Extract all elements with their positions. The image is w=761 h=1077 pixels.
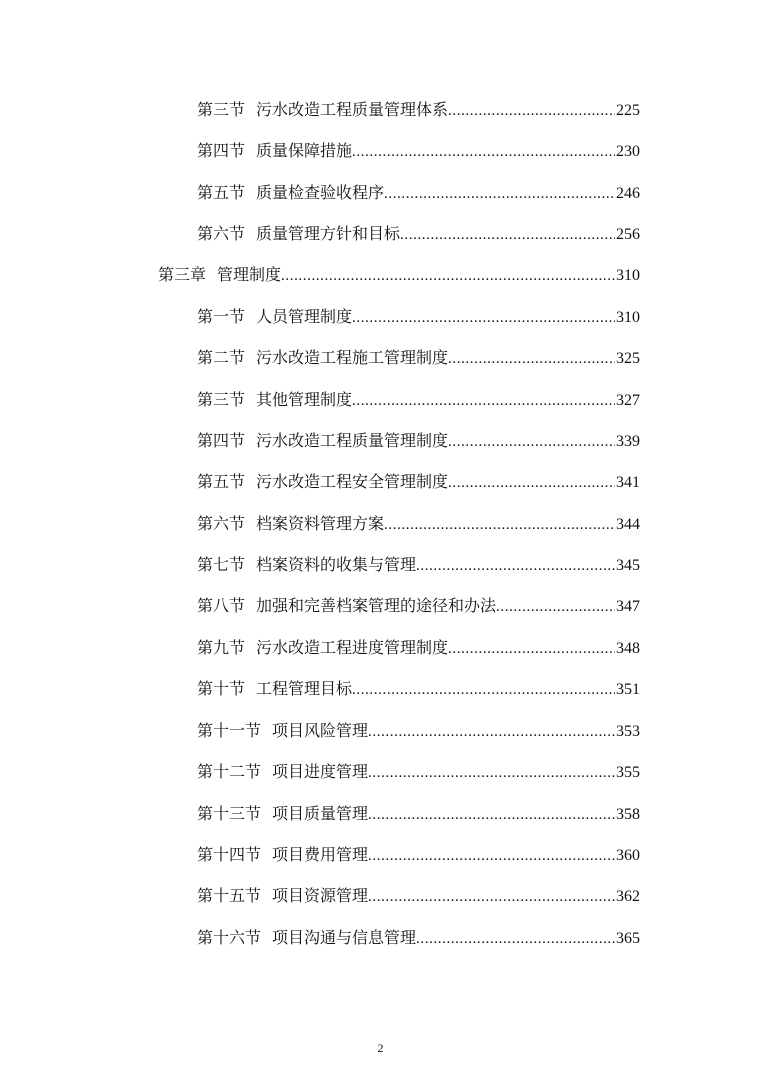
toc-entry-title: 项目费用管理 xyxy=(272,845,369,864)
dot-leader xyxy=(352,141,615,163)
toc-entry-label: 第九节 xyxy=(197,638,246,657)
toc-entry-page: 345 xyxy=(616,557,640,574)
dot-leader xyxy=(416,928,615,950)
toc-entry-title: 管理制度 xyxy=(217,265,282,284)
toc-entry-section-3-other xyxy=(197,389,640,411)
dot-leader xyxy=(352,307,615,329)
toc-entry-page: 246 xyxy=(616,185,640,202)
toc-entry-page: 351 xyxy=(616,681,640,698)
dot-leader xyxy=(368,721,615,743)
toc-entry-section-3-quality-system xyxy=(197,99,640,121)
dot-leader xyxy=(368,886,615,908)
dot-leader xyxy=(448,472,615,494)
toc-entry-page: 341 xyxy=(616,474,640,491)
toc-entry-title: 污水改造工程进度管理制度 xyxy=(256,638,449,657)
toc-entry-title: 档案资料的收集与管理 xyxy=(256,555,417,574)
toc-entry-section-6-quality-policy xyxy=(197,223,640,245)
toc-entry-label: 第三节 xyxy=(197,100,246,119)
page-number: 2 xyxy=(377,1041,384,1055)
toc-entry-label: 第十四节 xyxy=(197,845,262,864)
toc-entry-title: 质量检查验收程序 xyxy=(256,183,385,202)
toc-entry-label: 第二节 xyxy=(197,348,246,367)
toc-entry-section-15-resources xyxy=(197,885,640,907)
dot-leader xyxy=(448,431,615,453)
toc-entry-page: 256 xyxy=(616,226,640,243)
toc-entry-section-11-risk xyxy=(197,720,640,742)
toc-entry-label: 第五节 xyxy=(197,183,246,202)
toc-entry-section-10-goals xyxy=(197,678,640,700)
toc-entry-label: 第十三节 xyxy=(197,804,262,823)
toc-entry-section-4-quality-assurance xyxy=(197,140,640,162)
toc-entry-label: 第十五节 xyxy=(197,886,262,905)
toc-entry-page: 225 xyxy=(616,102,640,119)
toc-entry-label: 第六节 xyxy=(197,514,246,533)
toc-entry-title: 项目风险管理 xyxy=(272,721,369,740)
toc-entry-title: 工程管理目标 xyxy=(256,679,353,698)
dot-leader xyxy=(448,348,615,370)
dot-leader xyxy=(368,804,615,826)
toc-entry-section-8-archive-improvement xyxy=(197,595,640,617)
toc-entry-page: 348 xyxy=(616,640,640,657)
toc-entry-label: 第十一节 xyxy=(197,721,262,740)
dot-leader xyxy=(384,514,615,536)
toc-entry-label: 第七节 xyxy=(197,555,246,574)
toc-entry-title: 污水改造工程安全管理制度 xyxy=(256,472,449,491)
toc-entry-section-9-schedule xyxy=(197,637,640,659)
dot-leader xyxy=(448,638,615,660)
toc-entry-label: 第八节 xyxy=(197,596,246,615)
toc-entry-label: 第五节 xyxy=(197,472,246,491)
toc-entry-title: 档案资料管理方案 xyxy=(256,514,385,533)
dot-leader xyxy=(448,100,615,122)
toc-entry-page: 347 xyxy=(616,598,640,615)
toc-entry-label: 第一节 xyxy=(197,307,246,326)
toc-entry-chapter-3 xyxy=(158,264,640,286)
toc-entry-page: 360 xyxy=(616,847,640,864)
toc-entry-title: 项目质量管理 xyxy=(272,804,369,823)
toc-entry-section-4-quality-rules xyxy=(197,430,640,452)
toc-entry-page: 358 xyxy=(616,806,640,823)
toc-entry-page: 355 xyxy=(616,764,640,781)
toc-entry-label: 第四节 xyxy=(197,431,246,450)
toc-entry-title: 项目进度管理 xyxy=(272,762,369,781)
toc-entry-title: 其他管理制度 xyxy=(256,390,353,409)
toc-entry-section-13-quality xyxy=(197,803,640,825)
toc-entry-page: 339 xyxy=(616,433,640,450)
toc-entry-title: 污水改造工程质量管理体系 xyxy=(256,100,449,119)
dot-leader xyxy=(368,845,615,867)
toc-entry-page: 230 xyxy=(616,143,640,160)
toc-entry-label: 第三章 xyxy=(158,265,207,284)
toc-entry-title: 人员管理制度 xyxy=(256,307,353,326)
toc-entry-label: 第十节 xyxy=(197,679,246,698)
toc-entry-page: 310 xyxy=(616,309,640,326)
toc-entry-page: 325 xyxy=(616,350,640,367)
toc-entry-section-6-archives xyxy=(197,513,640,535)
toc-entry-section-1-personnel xyxy=(197,306,640,328)
dot-leader xyxy=(496,596,615,618)
dot-leader xyxy=(281,265,615,287)
toc-entry-section-2-construction xyxy=(197,347,640,369)
toc-entry-page: 310 xyxy=(616,267,640,284)
toc-entry-title: 加强和完善档案管理的途径和办法 xyxy=(256,596,497,615)
toc-entry-page: 353 xyxy=(616,723,640,740)
dot-leader xyxy=(400,224,615,246)
toc-entry-label: 第三节 xyxy=(197,390,246,409)
toc-entry-label: 第六节 xyxy=(197,224,246,243)
toc-entry-page: 365 xyxy=(616,930,640,947)
dot-leader xyxy=(416,555,615,577)
toc-entry-label: 第十二节 xyxy=(197,762,262,781)
toc-entry-page: 344 xyxy=(616,516,640,533)
toc-entry-section-5-inspection xyxy=(197,182,640,204)
dot-leader xyxy=(368,762,615,784)
toc-entry-section-16-communication xyxy=(197,927,640,949)
toc-entry-section-7-archive-collection xyxy=(197,554,640,576)
dot-leader xyxy=(352,679,615,701)
toc-entry-page: 362 xyxy=(616,888,640,905)
toc-entry-label: 第十六节 xyxy=(197,928,262,947)
toc-entry-title: 污水改造工程施工管理制度 xyxy=(256,348,449,367)
toc-entry-label: 第四节 xyxy=(197,141,246,160)
toc-entry-page: 327 xyxy=(616,392,640,409)
toc-entry-title: 项目资源管理 xyxy=(272,886,369,905)
toc-entry-title: 质量管理方针和目标 xyxy=(256,224,401,243)
toc-entry-section-5-safety xyxy=(197,471,640,493)
toc-entry-title: 污水改造工程质量管理制度 xyxy=(256,431,449,450)
toc-entry-section-14-cost xyxy=(197,844,640,866)
toc-entry-title: 质量保障措施 xyxy=(256,141,353,160)
dot-leader xyxy=(384,183,615,205)
toc-entry-title: 项目沟通与信息管理 xyxy=(272,928,417,947)
toc-entry-section-12-progress xyxy=(197,761,640,783)
dot-leader xyxy=(352,390,615,412)
